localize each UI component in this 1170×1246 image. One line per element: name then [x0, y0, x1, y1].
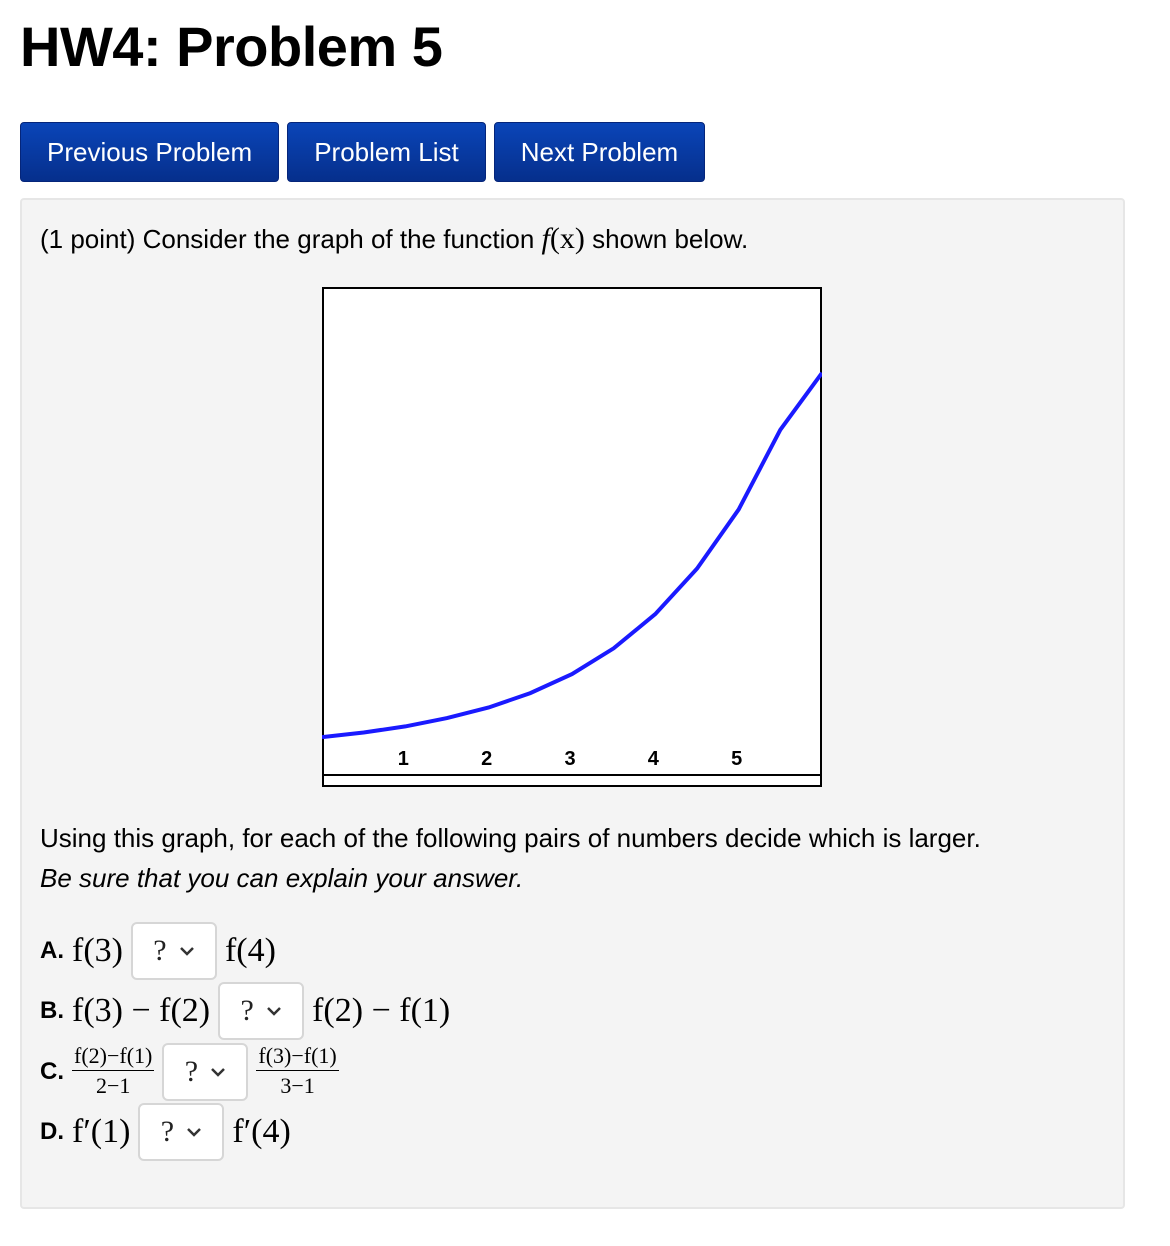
function-name: f [541, 222, 550, 255]
problem-intro [40, 222, 748, 256]
problem-box [20, 198, 1125, 1209]
next-problem-button[interactable]: Next Problem [494, 122, 706, 182]
question-d [40, 1103, 291, 1161]
question-b-select-value: ? [240, 994, 254, 1027]
chevron-down-icon [210, 1066, 226, 1078]
question-d-select-value: ? [160, 1115, 175, 1148]
x-tick-label-5: 5 [731, 748, 743, 770]
question-b [40, 982, 450, 1040]
question-a-right: f(4) [224, 932, 276, 969]
question-c-select-value: ? [184, 1054, 199, 1088]
question-d-select[interactable] [138, 1103, 224, 1161]
question-c-right-fraction [256, 1042, 338, 1101]
problem-list-button[interactable]: Problem List [287, 122, 486, 182]
question-a-select-value: ? [153, 934, 167, 967]
question-b-right: f(2) − f(1) [312, 992, 451, 1029]
function-graph [322, 287, 822, 787]
graph-frame [323, 288, 821, 786]
chevron-down-icon [186, 1126, 202, 1138]
x-tick-label-3: 3 [564, 748, 576, 770]
chevron-down-icon [266, 1005, 282, 1017]
question-c-select[interactable] [162, 1043, 248, 1101]
question-a [40, 922, 276, 980]
question-c-left-numerator: f(2)−f(1) [72, 1042, 154, 1071]
instructions [40, 818, 981, 898]
question-a-label: A. [40, 937, 64, 964]
question-c-right-numerator: f(3)−f(1) [256, 1042, 338, 1071]
x-tick-label-1: 1 [397, 748, 409, 770]
x-tick-label-2: 2 [481, 748, 493, 770]
question-c [40, 1042, 339, 1101]
question-a-left: f(3) [72, 932, 123, 969]
instruction-text: Using this graph, for each of the following pairs of numbers decide which is larger. [40, 823, 981, 853]
problem-navigation [20, 122, 705, 182]
function-arg: (x) [549, 222, 585, 255]
question-c-left-fraction [72, 1042, 154, 1101]
question-c-left-denominator: 2−1 [95, 1073, 131, 1098]
previous-problem-button[interactable]: Previous Problem [20, 122, 279, 182]
question-c-right-denominator: 3−1 [280, 1073, 315, 1098]
intro-prefix: (1 point) Consider the graph of the function [40, 224, 542, 254]
question-d-right: f′(4) [232, 1113, 291, 1150]
question-a-select[interactable] [131, 922, 217, 980]
chevron-down-icon [179, 945, 195, 957]
intro-suffix: shown below. [584, 224, 749, 254]
question-b-label: B. [40, 997, 64, 1024]
instruction-emphasis: Be sure that you can explain your answer. [40, 863, 524, 893]
page-title: HW4: Problem 5 [20, 15, 443, 78]
question-d-left: f′(1) [72, 1113, 131, 1150]
question-b-left: f(3) − f(2) [72, 992, 211, 1029]
question-b-select[interactable] [218, 982, 304, 1040]
question-d-label: D. [40, 1118, 64, 1145]
x-tick-label-4: 4 [647, 748, 659, 770]
question-c-label: C. [40, 1057, 64, 1085]
